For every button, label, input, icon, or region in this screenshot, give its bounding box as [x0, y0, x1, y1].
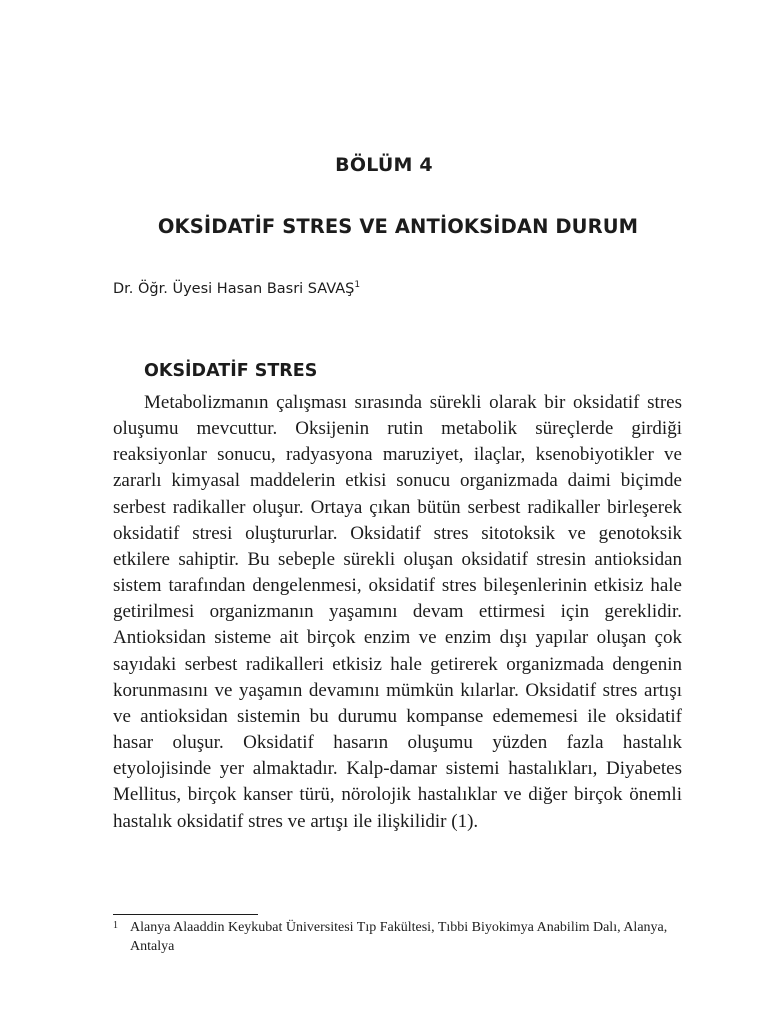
footnote — [113, 918, 688, 956]
author-footnote-ref: 1 — [354, 280, 361, 291]
footnote-mark: 1 — [113, 920, 118, 931]
section-heading: OKSİDATİF STRES — [144, 361, 318, 381]
chapter-title: OKSİDATİF STRES VE ANTİOKSİDAN DURUM — [157, 215, 639, 238]
author-line — [113, 281, 360, 297]
chapter-label: BÖLÜM 4 — [335, 154, 433, 176]
body-paragraph: Metabolizmanın çalışması sırasında sürekli olarak bir oksidatif stres oluşumu mevcuttur. Oksijenin rutin metabolik süreçlerde girdiği reaksiyonlar sonucu, radyasyona maruziyet, ilaçlar, ksenobiyotikler ve zararlı kimyasal maddelerin etkisi sonucu organizmada daimi biçimde serbest radikaller oluşur. Ortaya çıkan bütün serbest radikaller birleşerek oksidatif stresi oluştururlar. Oksidatif stres sitotoksik ve genotoksik etkilere sahiptir. Bu sebeple sürekli oluşan oksidatif stresin antioksidan sistem tarafından dengelenmesi, oksidatif stres bileşenlerinin etkisiz hale getirilmesi organizmanın yaşamını devam ettirmesi için gereklidir. Antioksidan sisteme ait birçok enzim ve enzim dışı yapılar oluşan çok sayıdaki serbest radikalleri etkisiz hale getirerek organizmada dengenin korunmasını ve yaşamın devamını mümkün kılarlar. Oksidatif stres artışı ve antioksidan sistemin bu durumu kompanse edememesi ile oksidatif hasar oluşur. Oksidatif hasarın oluşumu yüzden fazla hastalık etyolojisinde yer almaktadır. Kalp-damar sistemi hastalıkları, Diyabetes Mellitus, birçok kanser türü, nörolojik hastalıklar ve diğer birçok önemli hastalık oksidatif stres ve artışı ile ilişkilidir (1). — [113, 392, 682, 832]
footnote-divider — [113, 914, 258, 915]
author-name: Dr. Öğr. Üyesi Hasan Basri SAVAŞ — [113, 281, 355, 297]
footnote-text: Alanya Alaaddin Keykubat Üniversitesi Tıp Fakültesi, Tıbbi Biyokimya Anabilim Dalı, Alanya, Antalya — [130, 920, 668, 954]
